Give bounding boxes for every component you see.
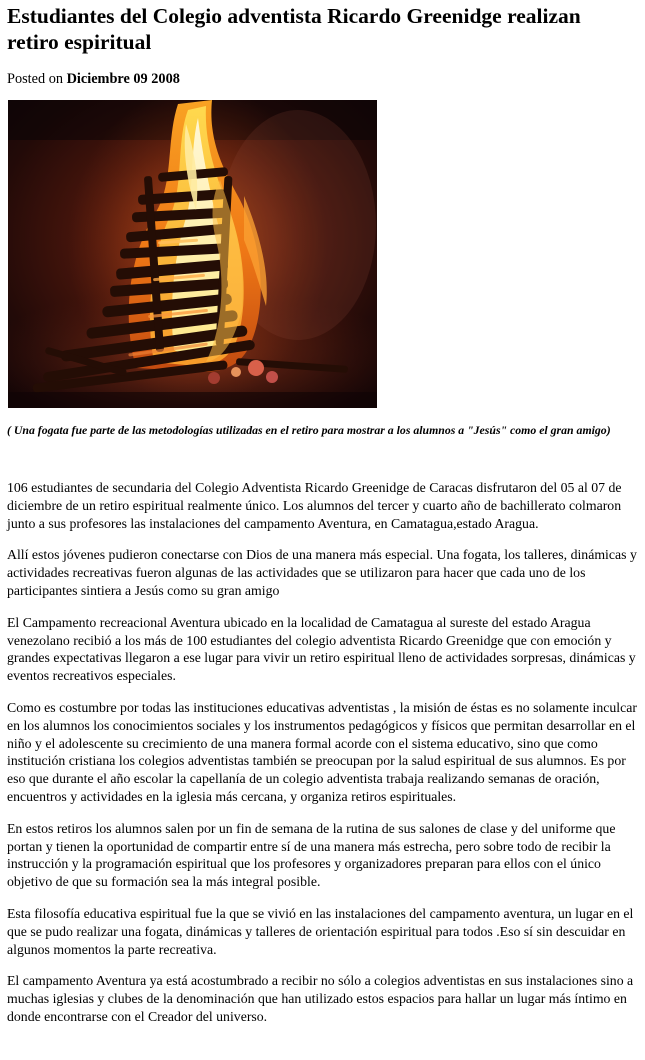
article-paragraph: Allí estos jóvenes pudieron conectarse con Dios de una manera más especial. Una fogata, los talleres, dinámicas y actividades recreativas fueron algunas de las actividades que se utilizaron para hacer que cada uno de los participantes sintiera a Jesús como su gran amigo [7, 547, 637, 598]
posted-label: Posted on [7, 71, 67, 87]
article-paragraph: El campamento Aventura ya está acostumbrado a recibir no sólo a colegios adventistas en sus instalaciones sino a muchas iglesias y clubes de la denominación que han utilizado estos espacios para hallar un lugar más íntimo en donde encontrarse con el Creador del universo. [7, 973, 634, 1024]
page-title: Estudiantes del Colegio adventista Ricardo Greenidge realizan retiro espiritual [7, 4, 581, 54]
posted-date: Diciembre 09 2008 [66, 71, 180, 87]
photo-caption: ( Una fogata fue parte de las metodologías utilizadas en el retiro para mostrar a los alumnos a "Jesús" como el gran amigo) [7, 423, 611, 437]
article-body [7, 479, 639, 1026]
article-paragraph: En estos retiros los alumnos salen por un fin de semana de la rutina de sus salones de clase y del uniforme que portan y tienen la oportunidad de compartir entre sí de una manera más estrecha, pero sobre todo de recibir la instrucción y la programación espiritual que los profesores y organizadores preparan para ellos con el único objetivo de que su formación sea la más integral posible. [7, 820, 616, 890]
article-paragraph: El Campamento recreacional Aventura ubicado en la localidad de Camatagua al sureste del estado Aragua venezolano recibió a los más de 100 estudiantes del colegio adventista Ricardo Greenidge que con emoción y grandes expectativas llegaron a ese lugar para vivir un retiro espiritual lleno de actividades sorpresas, dinámicas y eventos recreativos especiales. [7, 614, 636, 684]
bonfire-photo-graphic [8, 100, 377, 408]
foreground-shadow [8, 392, 377, 408]
article-paragraph: 106 estudiantes de secundaria del Colegio Adventista Ricardo Greenidge de Caracas disfrutaron del 05 al 07 de diciembre de un retiro espiritual realmente único. Los alumnos del tercer y cuarto año de bachillerato colmaron junto a sus profesores las instalaciones del campamento Aventura, en Camatagua,estado Aragua. [7, 480, 622, 531]
article-paragraph: Esta filosofía educativa espiritual fue la que se vivió en las instalaciones del campamento aventura, un lugar en el que se pudo realizar una fogata, dinámicas y talleres de orientación espiritual para todos .Eso sí sin descuidar en algunos momentos la parte recreativa. [7, 905, 634, 957]
article-paragraph: Como es costumbre por todas las instituciones educativas adventistas , la misión de éstas es no solamente inculcar en los alumnos los conocimientos sociales y los instrumentos pedagógicos y físicos que permitan desarrollar en el niño y el adolescente su crecimiento de una manera formal acorde con el sistema educativo, sino que como institución cristiana los colegios adventistas también se preocupan por la salud espiritual de sus alumnos. Es por eso que durante el año escolar la capellanía de un colegio adventista trabaja realizando semanas de oración, encuentros y actividades en la iglesia más cercana, y organiza retiros espirituales. [7, 699, 637, 804]
bonfire-photo [8, 100, 377, 408]
posted-line [7, 71, 639, 88]
